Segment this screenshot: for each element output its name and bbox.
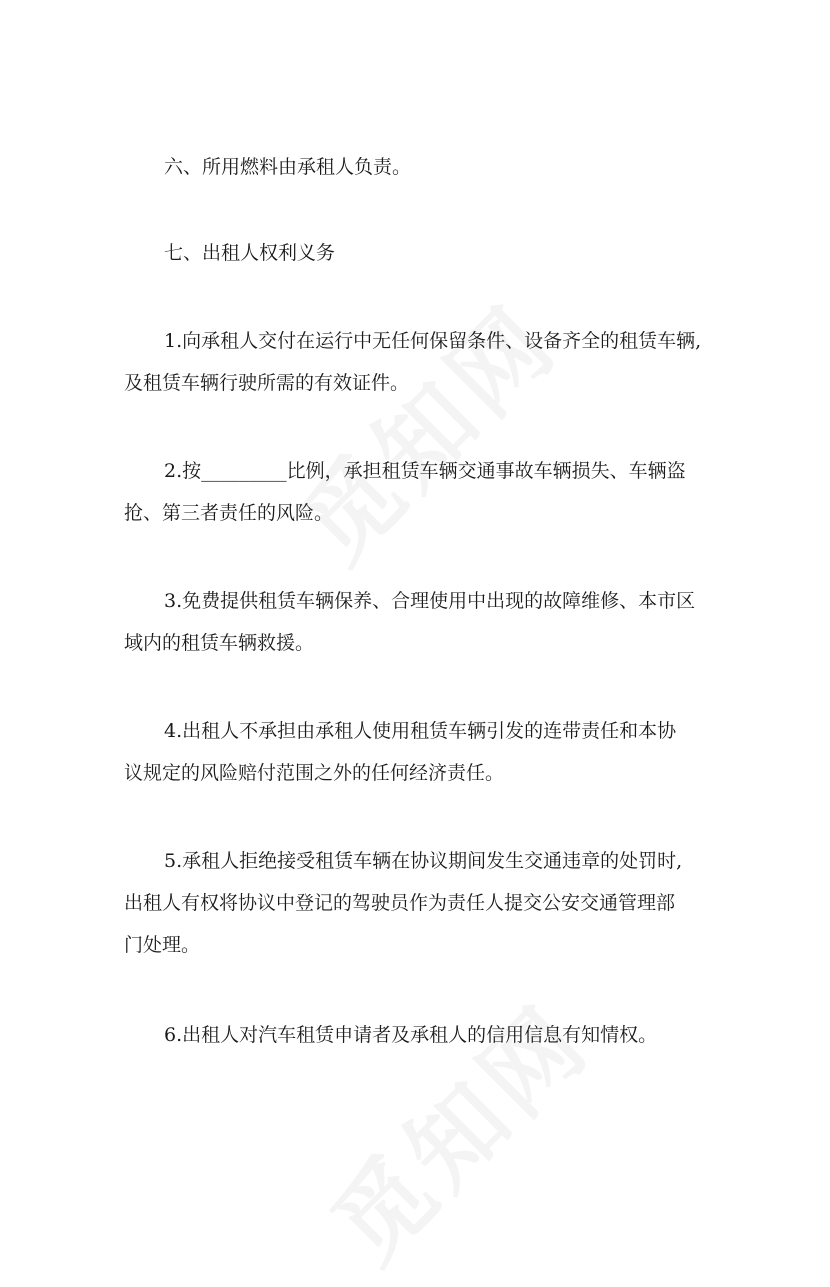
watermark — [265, 270, 582, 587]
clause-1 — [124, 320, 724, 404]
text-line: 出租人有权将协议中登记的驾驶员作为责任人提交公安交通管理部 — [124, 892, 676, 914]
text-line: 七、出租人权利义务 — [164, 242, 336, 264]
section-heading-7 — [164, 232, 724, 274]
text-line: 六、所用燃料由承租人负责。 — [164, 156, 412, 178]
text-line: 4.出租人不承担由承租人使用租赁车辆引发的连带责任和本协 — [164, 720, 677, 742]
clause-2 — [124, 450, 724, 534]
section-heading-6 — [164, 146, 724, 188]
text-line: 门处理。 — [124, 934, 201, 956]
text-line: 6.出租人对汽车租赁申请者及承租人的信用信息有知情权。 — [164, 1024, 658, 1046]
text-line: 3.免费提供租赁车辆保养、合理使用中出现的故障维修、本市区 — [164, 590, 696, 612]
text-line: 5.承租人拒绝接受租赁车辆在协议期间发生交通违章的处罚时, — [164, 850, 683, 872]
text-line: 抢、第三者责任的风险。 — [124, 502, 334, 524]
text-line: 1.向承租人交付在运行中无任何保留条件、设备齐全的租赁车辆, — [164, 330, 702, 352]
text-line: 域内的租赁车辆救援。 — [124, 632, 315, 654]
clause-6 — [124, 1014, 724, 1056]
clause-3 — [124, 580, 724, 664]
text-line: 2.按_________比例，承担租赁车辆交通事故车辆损失、车辆盗 — [164, 460, 686, 482]
clause-4 — [124, 710, 724, 794]
clause-5 — [124, 840, 724, 966]
text-line: 及租赁车辆行驶所需的有效证件。 — [124, 372, 410, 394]
text-line: 议规定的风险赔付范围之外的任何经济责任。 — [124, 762, 505, 784]
